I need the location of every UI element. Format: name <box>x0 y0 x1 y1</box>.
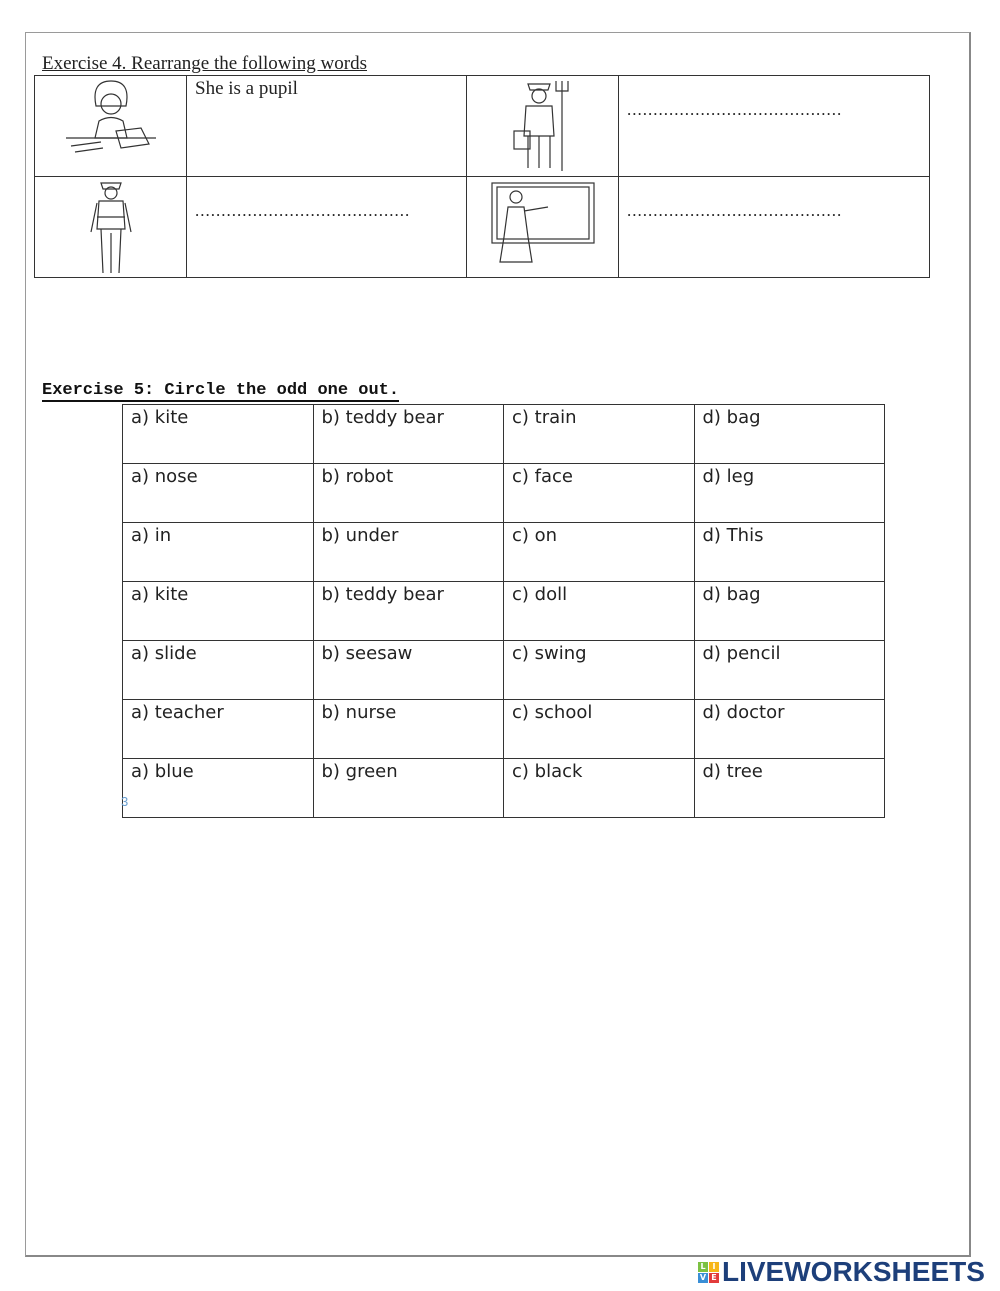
answer-dots: ......................................... <box>627 100 843 119</box>
image-cell <box>467 177 619 278</box>
exercise4-table <box>34 75 930 278</box>
logo-wordmark: LIVEWORKSHEETS <box>722 1256 985 1287</box>
option-cell[interactable]: d) bag <box>694 582 885 641</box>
answer-dots: ......................................... <box>627 201 843 220</box>
option-cell[interactable]: d) bag <box>694 405 885 464</box>
image-cell <box>35 177 187 278</box>
option-cell[interactable]: c) train <box>504 405 695 464</box>
option-cell[interactable]: c) face <box>504 464 695 523</box>
exercise4-title: Exercise 4. Rearrange the following words <box>42 53 368 74</box>
logo-tiles-icon: L I V E <box>698 1262 719 1283</box>
option-cell[interactable]: b) teddy bear <box>313 582 504 641</box>
option-cell[interactable]: b) green <box>313 759 504 818</box>
option-cell[interactable]: b) under <box>313 523 504 582</box>
table-row <box>123 464 885 523</box>
table-row <box>35 177 930 278</box>
option-cell[interactable]: b) teddy bear <box>313 405 504 464</box>
option-cell[interactable]: b) robot <box>313 464 504 523</box>
option-cell[interactable]: d) doctor <box>694 700 885 759</box>
option-cell[interactable]: a) slide <box>123 641 314 700</box>
table-row <box>123 405 885 464</box>
option-cell[interactable]: a) kite <box>123 582 314 641</box>
table-row <box>123 759 885 818</box>
table-row <box>123 700 885 759</box>
option-cell[interactable]: b) nurse <box>313 700 504 759</box>
girl-writing-image <box>61 76 161 166</box>
option-cell[interactable]: b) seesaw <box>313 641 504 700</box>
option-cell[interactable]: d) tree <box>694 759 885 818</box>
table-row <box>123 641 885 700</box>
option-cell[interactable]: c) swing <box>504 641 695 700</box>
option-cell[interactable]: a) teacher <box>123 700 314 759</box>
table-row <box>123 582 885 641</box>
option-cell[interactable]: a) kite <box>123 405 314 464</box>
answer-cell <box>619 177 930 278</box>
exercise5-table <box>122 404 885 818</box>
police-officer-image <box>81 177 141 277</box>
option-cell[interactable]: d) leg <box>694 464 885 523</box>
option-cell[interactable]: c) doll <box>504 582 695 641</box>
option-cell[interactable]: a) blue <box>123 759 314 818</box>
option-cell[interactable]: c) black <box>504 759 695 818</box>
option-cell[interactable]: c) school <box>504 700 695 759</box>
table-row <box>35 76 930 177</box>
image-cell <box>467 76 619 177</box>
table-row <box>123 523 885 582</box>
image-cell <box>35 76 187 177</box>
liveworksheets-logo <box>698 1256 985 1288</box>
answer-cell <box>619 76 930 177</box>
option-cell[interactable]: d) pencil <box>694 641 885 700</box>
option-cell[interactable]: c) on <box>504 523 695 582</box>
option-cell[interactable]: a) nose <box>123 464 314 523</box>
exercise5-title: Exercise 5: Circle the odd one out. <box>42 381 400 400</box>
answer-cell <box>187 177 467 278</box>
farmer-image <box>498 76 588 174</box>
teacher-at-board-image <box>488 177 598 267</box>
option-cell[interactable]: d) This <box>694 523 885 582</box>
answer-dots: ......................................... <box>195 201 411 220</box>
option-cell[interactable]: a) in <box>123 523 314 582</box>
page-number: 3 <box>121 794 129 809</box>
answer-cell: She is a pupil <box>187 76 467 177</box>
